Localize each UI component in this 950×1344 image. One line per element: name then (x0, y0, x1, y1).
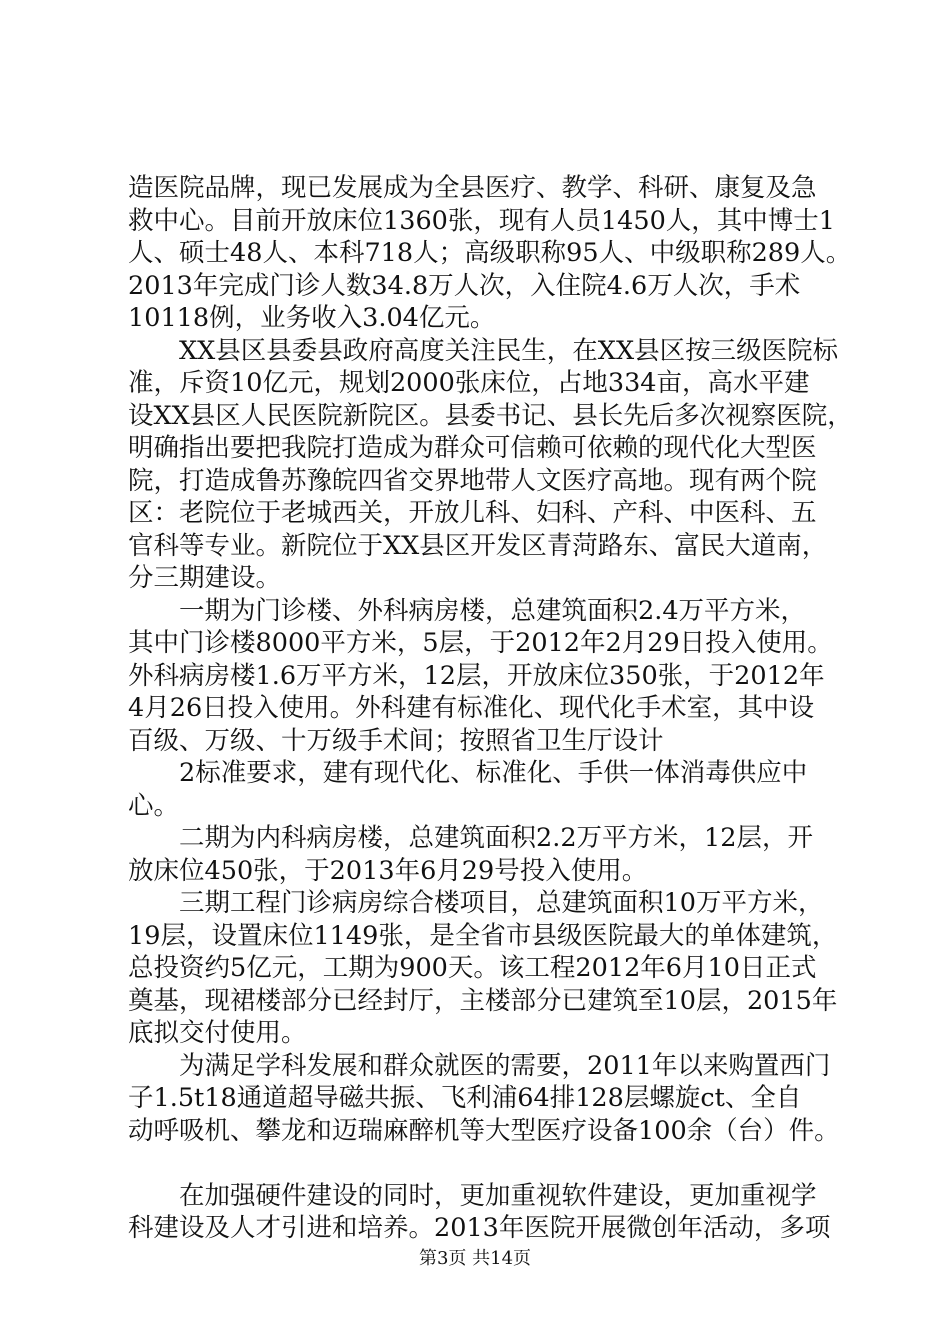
text-line: 4月26日投入使用。外科建有标准化、现代化手术室，其中设 (128, 693, 815, 723)
text-line: 救中心。目前开放床位1360张，现有人员1450人，其中博士1 (128, 205, 836, 236)
text-line: 放床位450张，于2013年6月29号投入使用。 (128, 855, 648, 886)
text-line: 子1.5t18通道超导磁共振、飞利浦64排128层螺旋ct、全自 (128, 1083, 802, 1113)
text-line: 动呼吸机、攀龙和迈瑞麻醉机等大型医疗设备100余（台）件。 (128, 1115, 840, 1146)
text-line: 明确指出要把我院打造成为群众可信赖可依赖的现代化大型医 (128, 433, 817, 463)
text-line: 二期为内科病房楼，总建筑面积2.2万平方米，12层，开 (128, 823, 814, 853)
text-line: 奠基，现裙楼部分已经封厅，主楼部分已建筑至10层，2015年 (128, 985, 838, 1016)
text-line: 分三期建设。 (128, 563, 282, 593)
text-line: 为满足学科发展和群众就医的需要，2011年以来购置西门 (128, 1050, 831, 1081)
text-line: 心。 (128, 790, 180, 821)
text-line: 其中门诊楼8000平方米，5层，于2012年2月29日投入使用。 (128, 628, 833, 658)
text-line: 科建设及人才引进和培养。2013年医院开展微创年活动，多项 (128, 1213, 831, 1243)
text-line: 底拟交付使用。 (128, 1018, 307, 1048)
text-line: 三期工程门诊病房综合楼项目，总建筑面积10万平方米， (128, 888, 824, 918)
text-line: 区：老院位于老城西关，开放儿科、妇科、产科、中医科、五 (128, 498, 817, 528)
text-line: 外科病房楼1.6万平方米，12层，开放床位350张，于2012年 (128, 660, 825, 691)
blank-line (128, 1147, 838, 1180)
document-body (128, 172, 853, 1245)
text-line: 在加强硬件建设的同时，更加重视软件建设，更加重视学 (128, 1180, 817, 1211)
text-line: XX县区县委县政府高度关注民生，在XX县区按三级医院标 (128, 335, 839, 366)
text-line: 准，斥资10亿元，规划2000张床位，占地334亩，高水平建 (128, 368, 810, 398)
text-line: 10118例，业务收入3.04亿元。 (128, 303, 496, 333)
text-line: 人、硕士48人、本科718人；高级职称95人、中级职称289人。 (128, 238, 852, 268)
text-line: 2013年完成门诊人数34.8万人次，入住院4.6万人次，手术 (128, 270, 801, 301)
text-line: 院，打造成鲁苏豫皖四省交界地带人文医疗高地。现有两个院 (128, 465, 817, 496)
text-line: 19层，设置床位1149张，是全省市县级医院最大的单体建筑， (128, 920, 838, 951)
text-line: 总投资约5亿元，工期为900天。该工程2012年6月10日正式 (128, 953, 817, 983)
text-line: 造医院品牌，现已发展成为全县医疗、教学、科研、康复及急 (128, 173, 817, 203)
text-line: 2标准要求，建有现代化、标准化、手供一体消毒供应中 (128, 758, 808, 788)
text-line: 百级、万级、十万级手术间；按照省卫生厅设计 (128, 725, 664, 756)
text-line: 官科等专业。新院位于XX县区开发区青菏路东、富民大道南， (128, 530, 828, 561)
text-line: 一期为门诊楼、外科病房楼，总建筑面积2.4万平方米， (128, 595, 807, 626)
text-line: 设XX县区人民医院新院区。县委书记、县长先后多次视察医院， (128, 400, 853, 431)
page-footer: 第3页 共14页 (418, 1248, 532, 1269)
